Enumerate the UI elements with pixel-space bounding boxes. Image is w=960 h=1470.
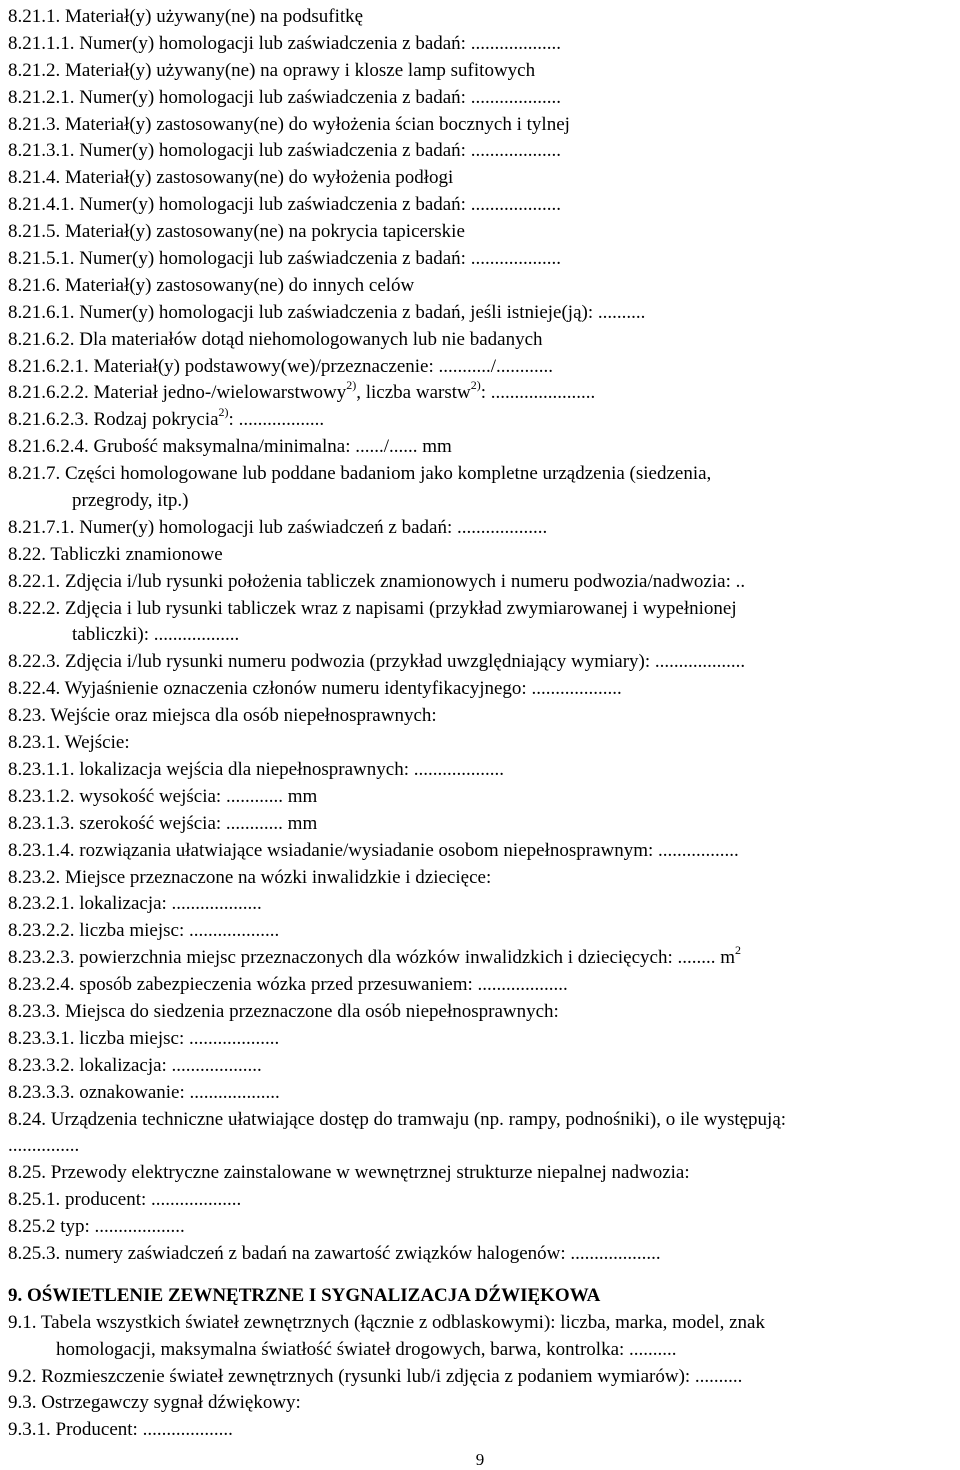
line-text: 8.23.2.2. liczba miejsc: ................... (8, 920, 280, 942)
form-line (8, 730, 956, 757)
line-text: 8.23.1.4. rozwiązania ułatwiające wsiadanie/wysiadanie osobom niepełnosprawnym: ................. (8, 839, 739, 861)
line-text: 8.21.6.2.4. Grubość maksymalna/minimalna: ....../...... mm (8, 436, 452, 458)
form-line (8, 838, 956, 865)
line-text: 8.23. Wejście oraz miejsca dla osób niepełnosprawnych: (8, 705, 437, 727)
footnote-marker: 2) (470, 378, 481, 393)
form-line (8, 85, 956, 112)
line-text: 8.25.2 typ: ................... (8, 1216, 185, 1238)
form-line (8, 327, 956, 354)
form-line (8, 380, 956, 407)
form-line (8, 138, 956, 165)
form-line (8, 219, 956, 246)
line-text: : ...................... (480, 382, 596, 404)
form-line (8, 1026, 956, 1053)
line-text: : .................. (228, 409, 325, 431)
line-text: 8.21.7.1. Numer(y) homologacji lub zaświadczeń z badań: ................... (8, 516, 548, 538)
line-text: 8.21.6.1. Numer(y) homologacji lub zaświadczenia z badań, jeśli istnieje(ją): .......... (8, 301, 646, 323)
line-text: 8.23.3.2. lokalizacja: ................... (8, 1054, 262, 1076)
line-text: 8.23.1. Wejście: (8, 732, 130, 754)
form-line (8, 596, 956, 623)
form-line (8, 1214, 956, 1241)
line-text: 8.21.6.2.3. Rodzaj pokrycia (8, 409, 219, 431)
page-number: 9 (475, 1450, 485, 1469)
line-text: 8.21.6.2. Dla materiałów dotąd niehomologowanych lub nie badanych (8, 328, 543, 350)
line-text: 8.21.6.2.2. Materiał jedno-/wielowarstwowy (8, 382, 347, 404)
form-line (8, 865, 956, 892)
line-text: 8.21.4.1. Numer(y) homologacji lub zaświadczenia z badań: ................... (8, 194, 561, 216)
form-line (8, 1310, 956, 1337)
form-line (8, 918, 956, 945)
line-text: 9.2. Rozmieszczenie świateł zewnętrznych (rysunki lub/i zdjęcia z podaniem wymiarów): .......... (8, 1365, 743, 1387)
line-text: , liczba warstw (356, 382, 471, 404)
form-line (8, 1133, 956, 1160)
line-text: 9. OŚWIETLENIE ZEWNĘTRZNE I SYGNALIZACJA DŹWIĘKOWA (8, 1284, 601, 1306)
line-text: 8.22.4. Wyjaśnienie oznaczenia członów numeru identyfikacyjnego: ................... (8, 678, 622, 700)
form-line (8, 999, 956, 1026)
line-text: 8.21.1.1. Numer(y) homologacji lub zaświadczenia z badań: ................... (8, 32, 561, 54)
form-line (8, 434, 956, 461)
line-text: 8.21.3.1. Numer(y) homologacji lub zaświadczenia z badań: ................... (8, 140, 561, 162)
line-text: 8.22.1. Zdjęcia i/lub rysunki położenia tabliczek znamionowych i numeru podwozia/nadwozia: .. (8, 570, 746, 592)
form-line (8, 1187, 956, 1214)
form-line (8, 165, 956, 192)
form-line (8, 300, 956, 327)
line-text: tabliczki): .................. (72, 624, 240, 646)
form-line (8, 569, 956, 596)
form-line (8, 622, 956, 649)
line-text: 8.21.6. Materiał(y) zastosowany(ne) do innych celów (8, 274, 415, 296)
line-text: 8.21.3. Materiał(y) zastosowany(ne) do wyłożenia ścian bocznych i tylnej (8, 113, 570, 135)
form-line (8, 273, 956, 300)
form-line (8, 972, 956, 999)
form-line (8, 1080, 956, 1107)
line-text: 8.23.3.3. oznakowanie: ................... (8, 1081, 280, 1103)
line-text: 8.21.4. Materiał(y) zastosowany(ne) do wyłożenia podłogi (8, 167, 454, 189)
line-text: 8.22.2. Zdjęcia i lub rysunki tabliczek wraz z napisami (przykład zwymiarowanej i wypełnionej (8, 597, 737, 619)
line-text: 8.25.1. producent: ................... (8, 1189, 242, 1211)
line-text: homologacji, maksymalna światłość świateł drogowych, barwa, kontrolka: .......... (56, 1338, 677, 1360)
form-line (8, 407, 956, 434)
form-line (8, 461, 956, 488)
form-line (8, 542, 956, 569)
footnote-marker: 2) (346, 378, 357, 393)
line-text: 8.25. Przewody elektryczne zainstalowane w wewnętrznej strukturze niepalnej nadwozia: (8, 1162, 690, 1184)
line-text: 8.21.7. Części homologowane lub poddane badaniom jako kompletne urządzenia (siedzenia, (8, 463, 712, 485)
form-line (8, 1107, 956, 1134)
line-text: 8.21.6.2.1. Materiał(y) podstawowy(we)/przeznaczenie: .........../............ (8, 355, 554, 377)
line-text: ............... (8, 1135, 80, 1157)
line-text: 8.23.2.1. lokalizacja: ................... (8, 893, 262, 915)
line-text: 8.21.5.1. Numer(y) homologacji lub zaświadczenia z badań: ................... (8, 248, 561, 270)
line-text: 8.22.3. Zdjęcia i/lub rysunki numeru podwozia (przykład uwzględniający wymiary): ................... (8, 651, 746, 673)
section-gap (8, 1268, 956, 1283)
line-text: 9.3.1. Producent: ................... (8, 1419, 233, 1441)
form-line (8, 757, 956, 784)
form-line (8, 515, 956, 542)
line-text: 8.21.1. Materiał(y) używany(ne) na podsufitkę (8, 6, 364, 27)
line-text: 9.1. Tabela wszystkich świateł zewnętrznych (łącznie z odblaskowymi): liczba, marka, model, znak (8, 1311, 765, 1333)
form-line (8, 488, 956, 515)
form-line (8, 192, 956, 219)
line-text: przegrody, itp.) (72, 490, 189, 512)
form-line (8, 811, 956, 838)
line-text: 8.23.1.2. wysokość wejścia: ............ mm (8, 785, 318, 807)
line-text: 8.23.1.1. lokalizacja wejścia dla niepełnosprawnych: ................... (8, 758, 504, 780)
line-text: 8.21.2.1. Numer(y) homologacji lub zaświadczenia z badań: ................... (8, 86, 561, 108)
form-line (8, 1053, 956, 1080)
form-line (8, 1390, 956, 1417)
form-line (8, 354, 956, 381)
form-line (8, 1417, 956, 1444)
line-text: 8.23.2. Miejsce przeznaczone na wózki inwalidzkie i dziecięce: (8, 866, 492, 888)
form-line (8, 31, 956, 58)
form-line (8, 112, 956, 139)
form-line (8, 58, 956, 85)
document-body (8, 4, 956, 1444)
line-text: 8.23.1.3. szerokość wejścia: ............ mm (8, 812, 318, 834)
line-text: 8.24. Urządzenia techniczne ułatwiające dostęp do tramwaju (np. rampy, podnośniki), o ile występują: (8, 1108, 787, 1130)
form-line (8, 4, 956, 31)
footnote-marker: 2 (735, 942, 742, 957)
line-text: 8.21.5. Materiał(y) zastosowany(ne) na pokrycia tapicerskie (8, 221, 465, 243)
line-text: 8.23.3. Miejsca do siedzenia przeznaczone dla osób niepełnosprawnych: (8, 1000, 559, 1022)
line-text: 8.21.2. Materiał(y) używany(ne) na oprawy i klosze lamp sufitowych (8, 59, 536, 81)
section-heading (8, 1283, 956, 1310)
form-line (8, 649, 956, 676)
form-line (8, 1241, 956, 1268)
line-text: 8.23.2.3. powierzchnia miejsc przeznaczonych dla wózków inwalidzkich i dziecięcych: ........ m (8, 947, 736, 969)
line-text: 8.23.3.1. liczba miejsc: ................... (8, 1027, 280, 1049)
line-text: 8.23.2.4. sposób zabezpieczenia wózka przed przesuwaniem: ................... (8, 974, 568, 996)
form-line (8, 1364, 956, 1391)
form-line (8, 676, 956, 703)
line-text: 8.22. Tabliczki znamionowe (8, 543, 223, 565)
footnote-marker: 2) (218, 405, 229, 420)
line-text: 8.25.3. numery zaświadczeń z badań na zawartość związków halogenów: ................... (8, 1242, 661, 1264)
form-line (8, 1160, 956, 1187)
form-line (8, 942, 956, 972)
form-line (8, 703, 956, 730)
form-line (8, 891, 956, 918)
form-line (8, 784, 956, 811)
form-line (8, 246, 956, 273)
form-line (8, 1337, 956, 1364)
line-text: 9.3. Ostrzegawczy sygnał dźwiękowy: (8, 1392, 301, 1414)
